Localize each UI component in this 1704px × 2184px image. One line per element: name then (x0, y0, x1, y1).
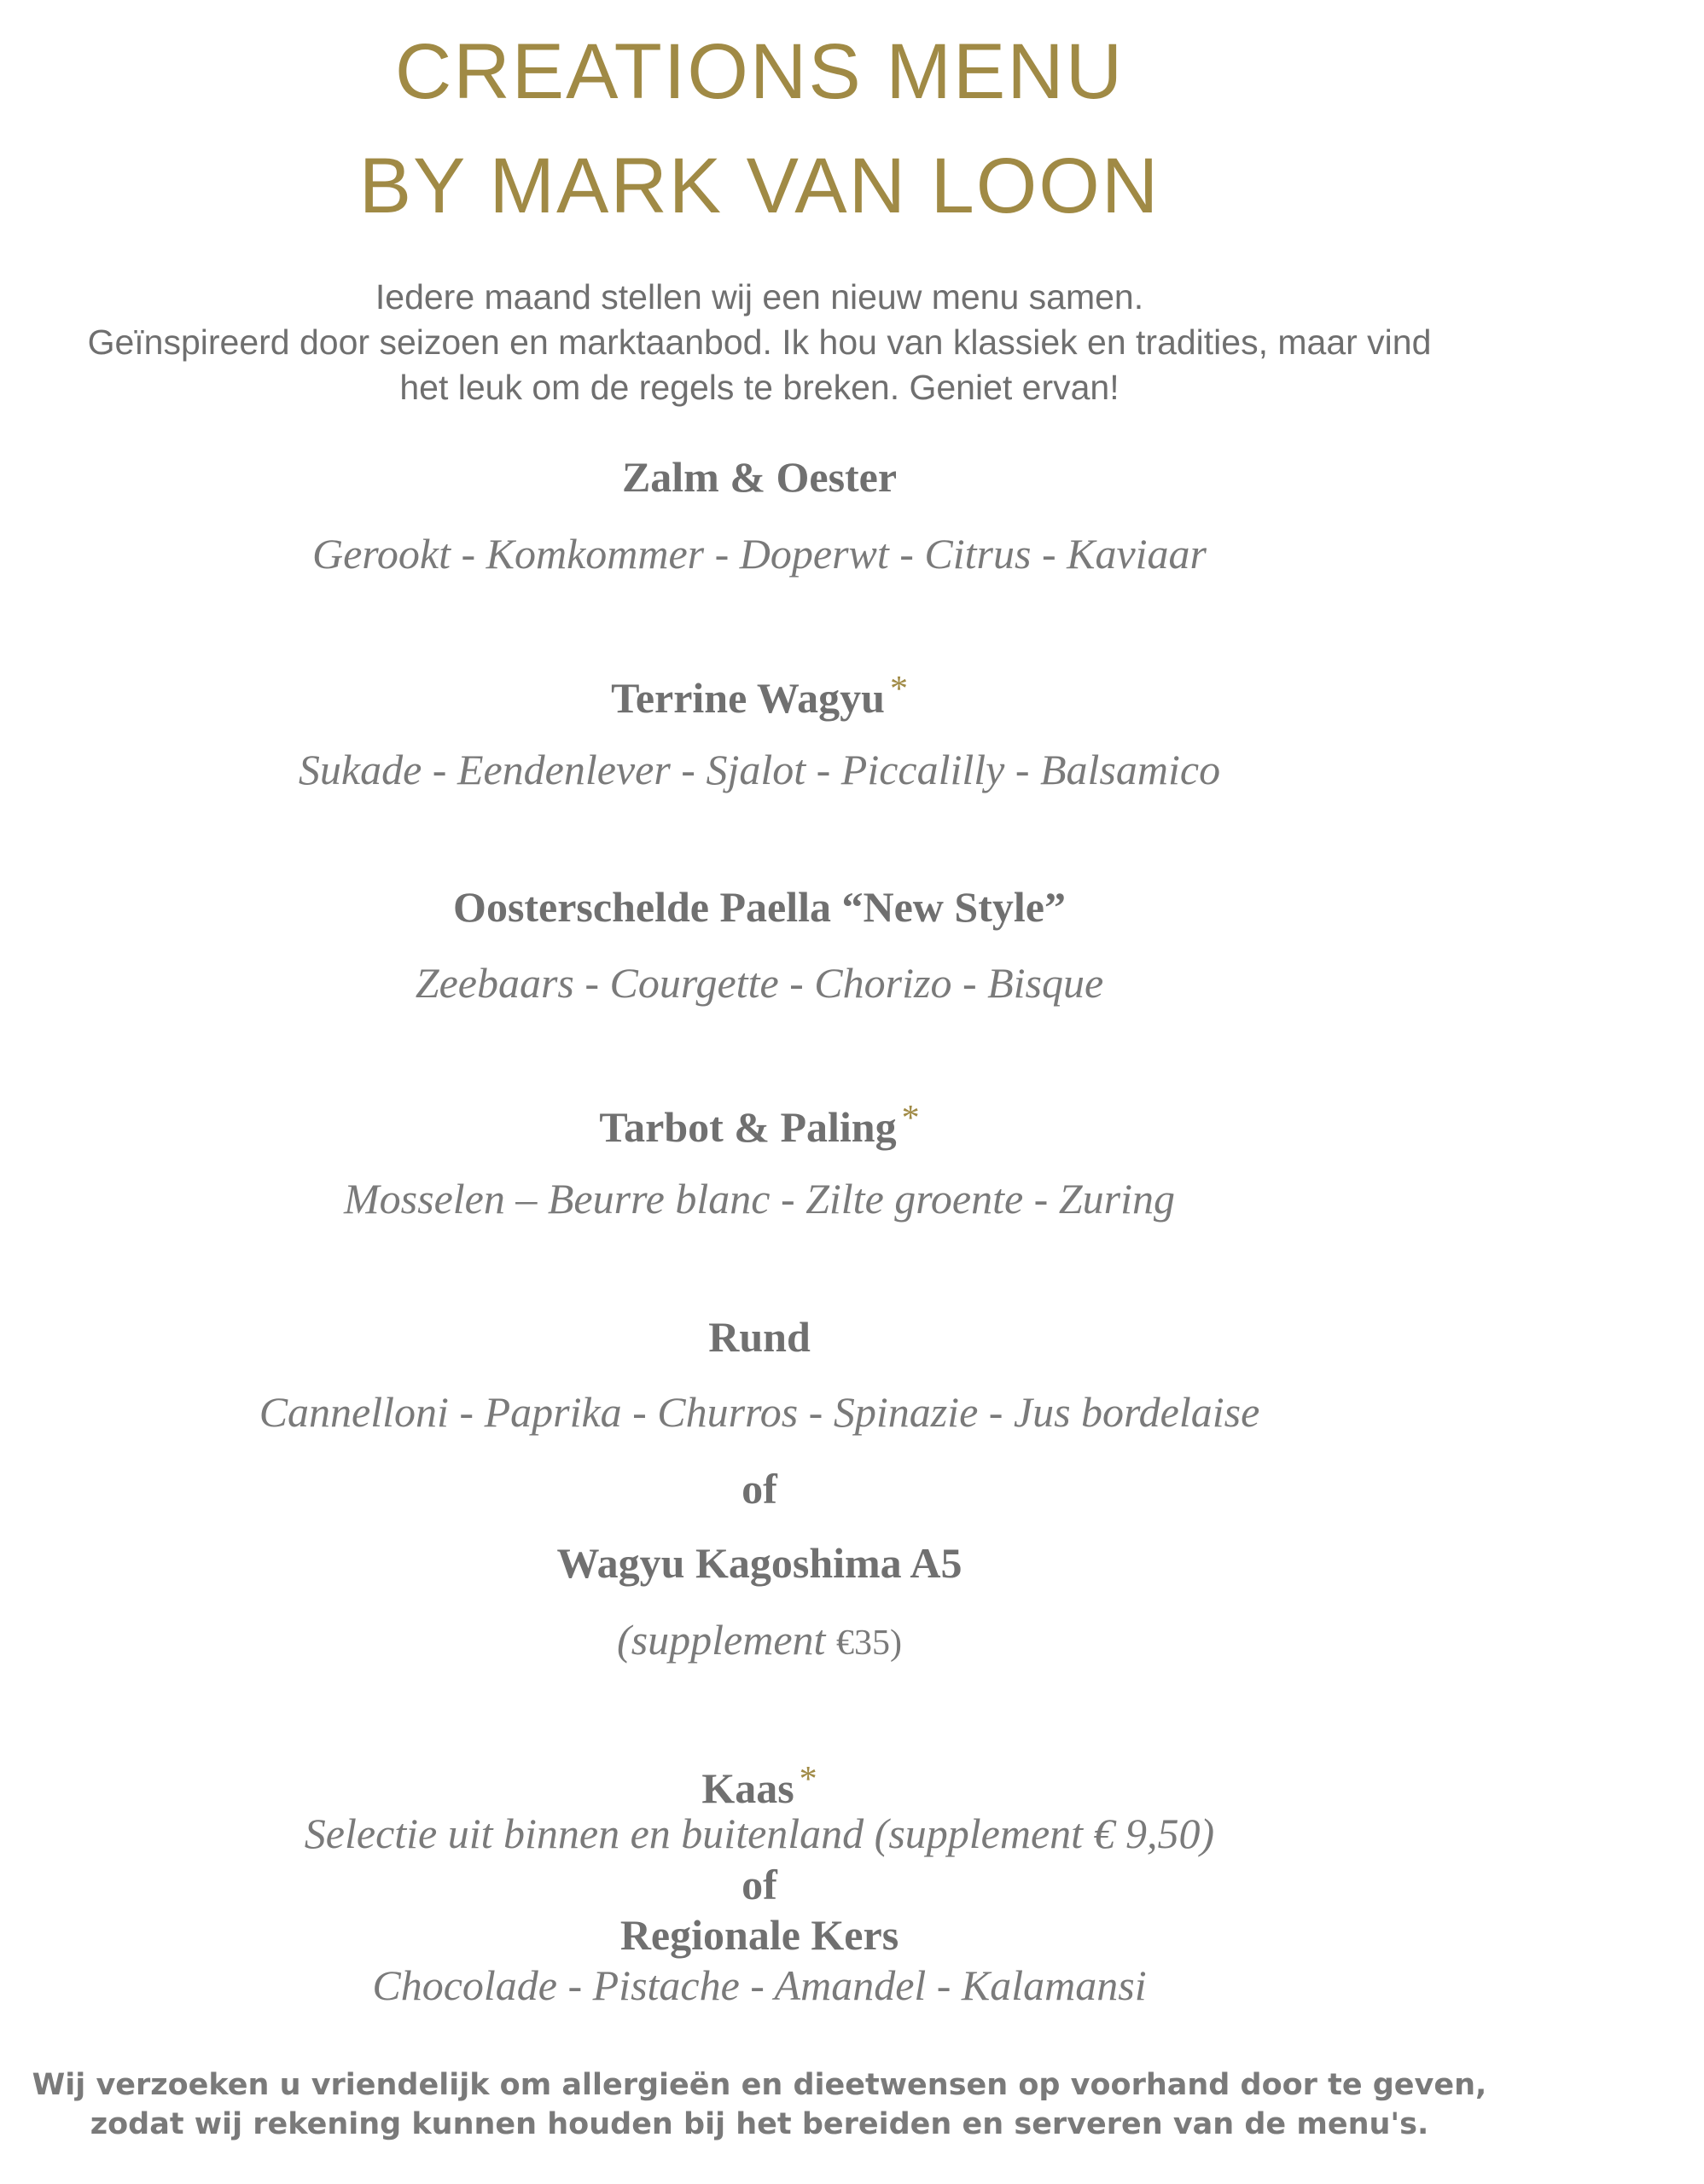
course-name (0, 884, 1519, 931)
course-name (0, 1099, 1519, 1151)
course-name-text: Kaas (701, 1764, 794, 1812)
intro-line2: Geïnspireerd door seizoen en marktaanbod. Ik hou van klassiek en tradities, maar vind (87, 322, 1432, 362)
alternative-course-name: Wagyu Kagoshima A5 (556, 1539, 962, 1587)
menu-title-line2: BY MARK VAN LOON (358, 142, 1160, 229)
course-description: Cannelloni - Paprika - Churros - Spinazie - Jus bordelaise (259, 1388, 1260, 1436)
cheese-course-name (0, 1760, 1519, 1812)
course-name-text: Terrine Wagyu (611, 674, 885, 722)
course-description: Sukade - Eendenlever - Sjalot - Piccalilly - Balsamico (298, 746, 1221, 793)
course-description: Gerookt - Komkommer - Doperwt - Citrus - Kaviaar (311, 530, 1207, 578)
cheese-description: Selectie uit binnen en buitenland (supplement € 9,50) (304, 1809, 1215, 1857)
dessert-description: Chocolade - Pistache - Amandel - Kalamansi (372, 1961, 1147, 2009)
course-name-text: Tarbot & Paling (599, 1103, 897, 1151)
course-description: Mosselen – Beurre blanc - Zilte groente - Zuring (344, 1175, 1175, 1223)
course-name-text: Oosterschelde Paella “New Style” (453, 883, 1066, 931)
menu-title-line1: CREATIONS MENU (394, 28, 1125, 115)
or-separator: of (742, 1465, 777, 1513)
supplement-note (0, 1617, 1519, 1664)
intro-line3: het leuk om de regels te breken. Geniet ervan! (399, 368, 1120, 407)
course-name-text: Rund (708, 1313, 811, 1361)
supplement-price: €35) (835, 1623, 902, 1663)
supplement-label: (supplement (617, 1616, 836, 1664)
asterisk-marker: * (799, 1760, 817, 1799)
or-separator: of (742, 1861, 777, 1908)
allergy-note-line1: Wij verzoeken u vriendelijk om allergieën en dieetwensen op voorhand door te geven, (32, 2068, 1487, 2102)
course-name (0, 454, 1519, 501)
allergy-note-line2: zodat wij rekening kunnen houden bij het bereiden en serveren van de menu's. (90, 2107, 1429, 2141)
dessert-course-name: Regionale Kers (619, 1911, 899, 1959)
course-name (0, 1314, 1519, 1361)
asterisk-marker: * (889, 670, 908, 709)
course-description: Zeebaars - Courgette - Chorizo - Bisque (415, 959, 1104, 1007)
intro-line1: Iedere maand stellen wij een nieuw menu samen. (375, 277, 1144, 317)
course-name (0, 670, 1519, 722)
asterisk-marker: * (901, 1099, 920, 1138)
course-name-text: Zalm & Oester (621, 453, 898, 501)
